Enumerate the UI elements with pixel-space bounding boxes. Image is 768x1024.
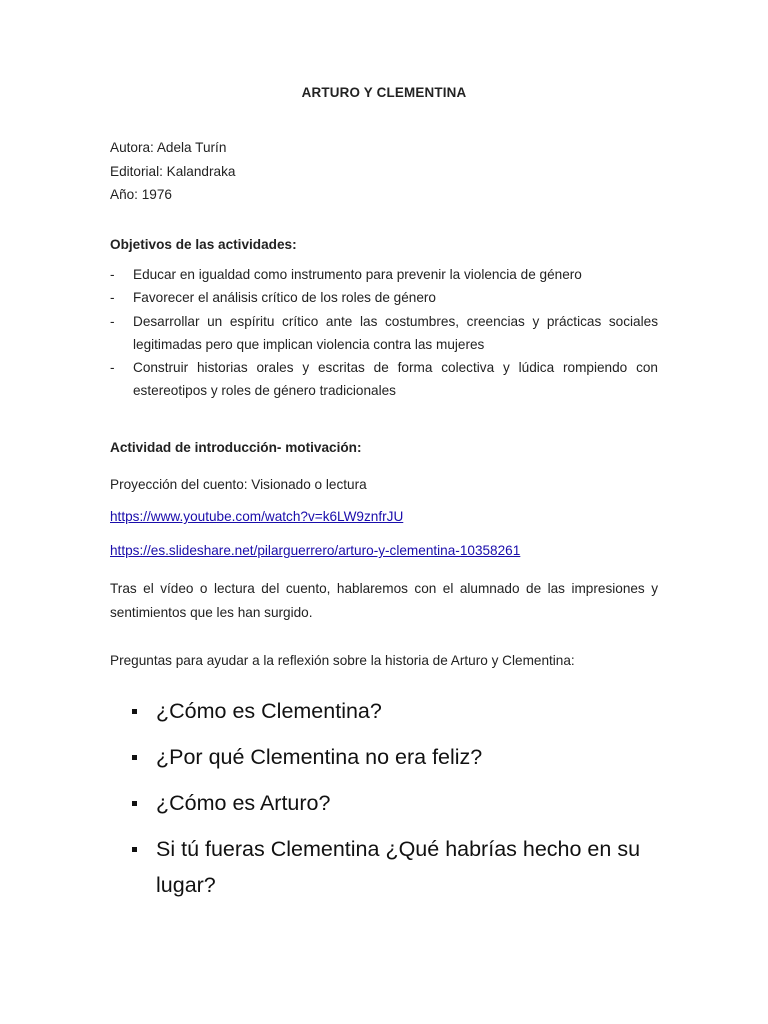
objectives-list	[110, 263, 658, 403]
document-title: ARTURO Y CLEMENTINA	[301, 85, 467, 100]
objective-text: Desarrollar un espíritu crítico ante las costumbres, creencias y prácticas sociales legitimadas pero que implican violencia contra las mujeres	[133, 313, 658, 352]
question-text: ¿Cómo es Arturo?	[156, 791, 331, 815]
year-line: Año: 1976	[110, 187, 172, 202]
question-text: ¿Cómo es Clementina?	[156, 699, 382, 723]
square-bullet-icon	[132, 755, 137, 760]
square-bullet-icon	[132, 709, 137, 714]
dash-bullet: -	[110, 267, 115, 282]
dash-bullet: -	[110, 360, 115, 376]
dash-bullet: -	[110, 313, 115, 329]
list-item	[110, 310, 658, 357]
list-item	[110, 263, 658, 286]
reflection-questions-list	[130, 693, 670, 913]
list-item	[130, 693, 670, 729]
objective-text: Favorecer el análisis crítico de los roles de género	[133, 290, 436, 306]
book-metadata	[110, 136, 235, 207]
question-text: ¿Por qué Clementina no era feliz?	[156, 745, 483, 769]
list-item	[110, 286, 658, 309]
after-viewing-text: Tras el vídeo o lectura del cuento, hablaremos con el alumnado de las impresiones y sentimientos que les han surgido.	[110, 581, 658, 620]
objective-text: Construir historias orales y escritas de forma colectiva y lúdica rompiendo con estereotipos y roles de género tradicionales	[133, 360, 658, 399]
list-item	[130, 831, 670, 903]
youtube-link[interactable]: https://www.youtube.com/watch?v=k6LW9znfrJU	[110, 509, 404, 524]
objective-text: Educar en igualdad como instrumento para prevenir la violencia de género	[133, 267, 582, 282]
intro-heading: Actividad de introducción- motivación:	[110, 440, 362, 455]
questions-intro-text: Preguntas para ayudar a la reflexión sobre la historia de Arturo y Clementina:	[110, 653, 575, 668]
dash-bullet: -	[110, 290, 115, 306]
list-item	[130, 739, 670, 775]
objectives-heading: Objetivos de las actividades:	[110, 237, 297, 252]
publisher-line: Editorial: Kalandraka	[110, 163, 236, 179]
list-item	[130, 785, 670, 821]
author-line: Autora: Adela Turín	[110, 140, 227, 155]
projection-text: Proyección del cuento: Visionado o lectura	[110, 477, 367, 492]
question-text: Si tú fueras Clementina ¿Qué habrías hecho en su lugar?	[156, 837, 641, 897]
square-bullet-icon	[132, 801, 137, 806]
square-bullet-icon	[132, 847, 137, 852]
list-item	[110, 356, 658, 403]
slideshare-link[interactable]: https://es.slideshare.net/pilarguerrero/arturo-y-clementina-10358261	[110, 543, 521, 558]
